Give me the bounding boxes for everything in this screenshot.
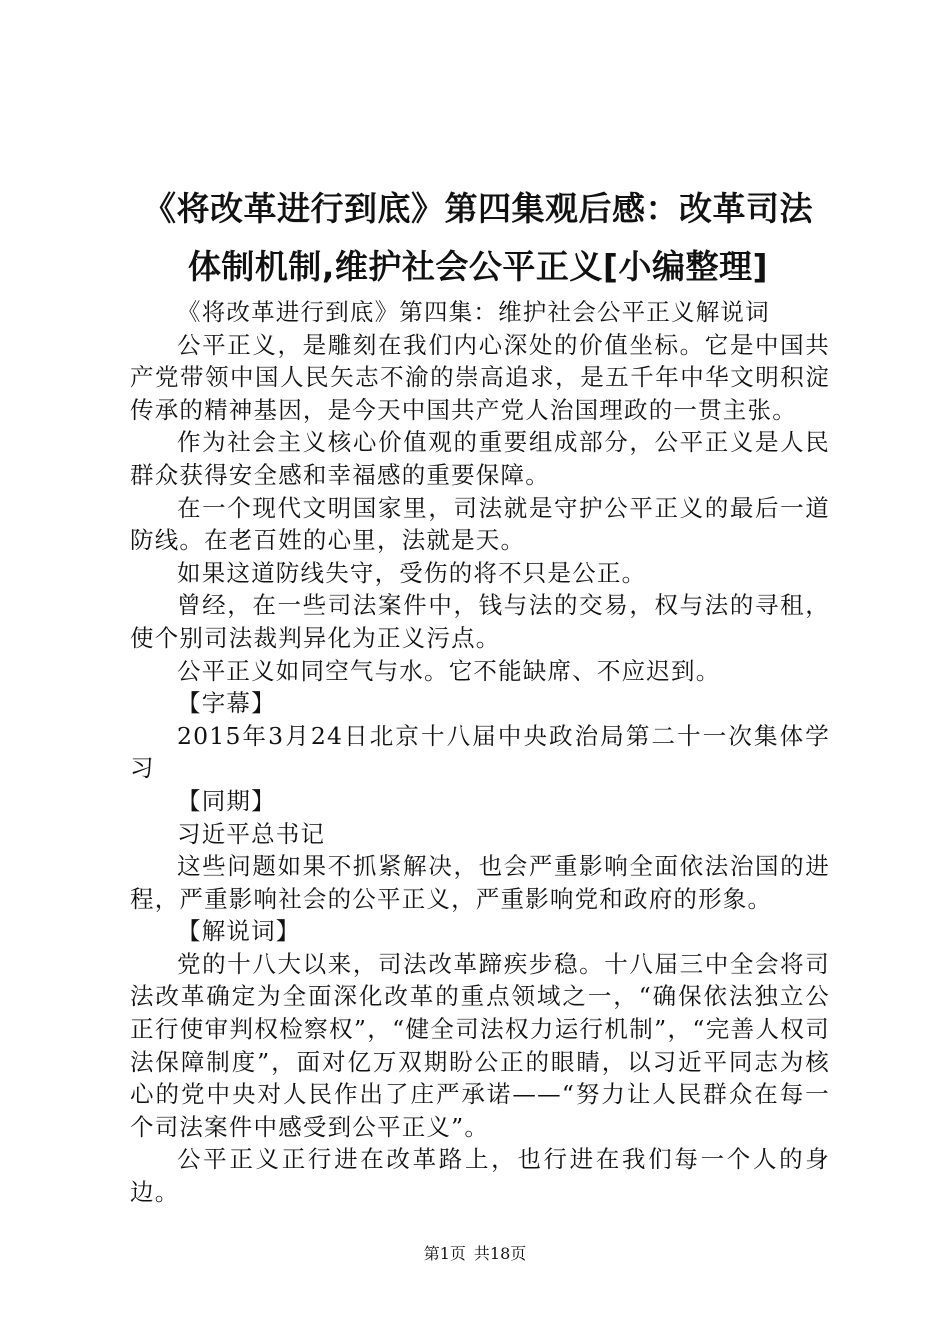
page-number: 第1页 [423, 1244, 466, 1263]
section-marker-sync: 【同期】 [177, 786, 276, 815]
body-paragraph: 作为社会主义核心价值观的重要组成部分，公平正义是人民群众获得安全感和幸福感的重要保障。 [130, 428, 830, 489]
body-paragraph: 曾经，在一些司法案件中，钱与法的交易，权与法的寻租，使个别司法裁判异化为正义污点。 [130, 591, 830, 652]
subtitle-paragraph: 《将改革进行到底》第四集：维护社会公平正义解说词 [177, 298, 770, 326]
speaker-line: 习近平总书记 [177, 819, 326, 848]
body-paragraph: 公平正义正行进在改革路上，也行进在我们每一个人的身边。 [130, 1145, 830, 1207]
body-paragraph: 公平正义如同空气与水。它不能缺席、不应迟到。 [177, 656, 721, 685]
caption-paragraph: 2015年3月24日北京十八届中央政治局第二十一次集体学习 [130, 721, 830, 783]
page-footer [0, 1244, 950, 1264]
document-title [118, 180, 838, 296]
body-paragraph: 党的十八大以来，司法改革蹄疾步稳。十八届三中全会将司法改革确定为全面深化改革的重点领域之一，“确保依法独立公正行使审判权检察权”，“健全司法权力运行机制”，“完善人权司法保障制度”，面对亿万双期盼公正的眼睛，以习近平同志为核心的党中央对人民作出了庄严承诺——“努力让人民群众在每一个司法案件中感受到公平正义”。 [130, 949, 830, 1141]
document-body [130, 296, 830, 1209]
page-total: 共18页 [473, 1244, 527, 1263]
title-line-1: 《将改革进行到底》第四集观后感：改革司法 [143, 189, 813, 228]
body-paragraph: 如果这道防线失守，受伤的将不只是公正。 [177, 558, 647, 587]
body-paragraph: 这些问题如果不抓紧解决，也会严重影响全面依法治国的进程，严重影响社会的公平正义，严重影响党和政府的形象。 [130, 852, 830, 913]
body-paragraph: 在一个现代文明国家里，司法就是守护公平正义的最后一道防线。在老百姓的心里，法就是天。 [130, 493, 830, 555]
body-paragraph: 公平正义，是雕刻在我们内心深处的价值坐标。它是中国共产党带领中国人民矢志不渝的崇高追求，是五千年中华文明积淀传承的精神基因，是今天中国共产党人治国理政的一贯主张。 [130, 330, 830, 424]
title-line-2: 体制机制,维护社会公平正义[小编整理] [187, 247, 769, 286]
section-marker-narration: 【解说词】 [177, 917, 301, 946]
section-marker-caption: 【字幕】 [177, 689, 276, 718]
